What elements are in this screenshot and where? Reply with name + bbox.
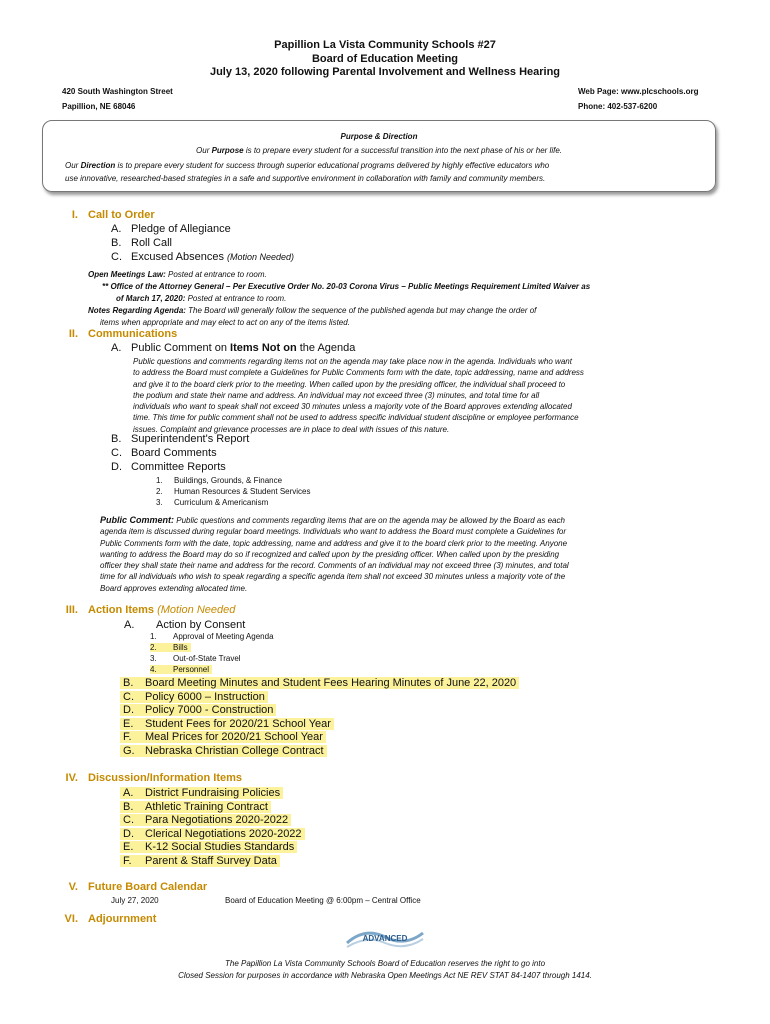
item-text: Nebraska Christian College Contract xyxy=(145,745,324,757)
notes-regarding-agenda-line2: items when appropriate and may elect to act on any of the items listed. xyxy=(100,318,350,327)
item-letter: D. xyxy=(123,704,134,717)
paragraph-line: the podium and state their name and address. An individual may not exceed three (3) minutes, and total time for all xyxy=(133,390,540,400)
advanced-logo xyxy=(345,925,425,951)
section-4-title: Discussion/Information Items xyxy=(88,772,243,784)
paragraph-line xyxy=(100,583,569,594)
communications-item xyxy=(111,461,226,473)
paragraph-line: to address the Board must complete a Guidelines for Public Comments form with the date, topic addressing, name and address xyxy=(133,368,584,378)
consent-item xyxy=(150,632,277,641)
committee-number: 3. xyxy=(156,498,163,507)
purpose-statement: Our Purpose is to prepare every student for a successful transition into the next phase of his or her life. xyxy=(196,146,562,155)
consent-text: Personnel xyxy=(173,665,212,674)
consent-number: 4. xyxy=(150,665,173,674)
item-letter: C. xyxy=(111,251,122,263)
calendar-date: July 27, 2020 xyxy=(111,896,159,905)
paragraph-line xyxy=(100,526,569,537)
consent-number: 2. xyxy=(150,643,173,652)
paragraph-line: time. This time for public comment shall not be used to address specific individual student discipline or employee performance xyxy=(133,413,579,423)
section-3-number: III. xyxy=(65,604,78,616)
advanced-logo-graphic xyxy=(345,925,425,951)
item-letter: F. xyxy=(123,731,132,744)
item-text: District Fundraising Policies xyxy=(145,787,281,799)
item-letter: C. xyxy=(123,814,134,827)
consent-item xyxy=(150,654,244,663)
open-meetings-law: Open Meetings Law: Posted at entrance to room. xyxy=(88,270,267,279)
meeting-title: Board of Education Meeting xyxy=(311,53,459,65)
paragraph-text: Board approves extending allocated time. xyxy=(100,583,248,593)
item-text: Athletic Training Contract xyxy=(145,800,268,813)
committee-number: 2. xyxy=(156,487,163,496)
section-3-title: Action Items (Motion Needed xyxy=(88,604,236,616)
svg-text:ADVANCED: ADVANCED xyxy=(362,934,408,943)
item-text: Pledge of Allegiance xyxy=(131,223,231,235)
committee-number: 1. xyxy=(156,476,163,485)
paragraph-line: individuals who want to speak shall not exceed 30 minutes unless a majority vote of the Board approves extending allocated xyxy=(133,402,572,412)
call-to-order-item xyxy=(111,237,172,249)
discussion-item xyxy=(120,841,297,853)
item-letter: D. xyxy=(111,461,122,473)
communications-item xyxy=(111,433,249,445)
item-letter: G. xyxy=(123,745,135,757)
item-letter: F. xyxy=(123,855,132,867)
paragraph-text: Public questions and comments regarding items that are on the agenda may be allowed by the Board as each xyxy=(174,516,565,525)
purpose-title: Purpose & Direction xyxy=(340,132,418,141)
action-item xyxy=(120,677,519,689)
item-text: Para Negotiations 2020-2022 xyxy=(145,814,289,827)
public-comment-label: Public Comment: xyxy=(100,515,175,525)
committee-name: Buildings, Grounds, & Finance xyxy=(174,476,283,485)
direction-statement: Our Direction is to prepare every student for success through superior educational programs delivered by highly effective educators who xyxy=(65,161,550,170)
paragraph-text: wanting to address the Board may do so if recognized and called upon by the presiding officer. When called upon by the presiding xyxy=(100,549,560,559)
paragraph-line xyxy=(100,515,569,526)
consent-item xyxy=(150,665,212,674)
item-text: Board Comments xyxy=(131,447,217,459)
section-2-title: Communications xyxy=(88,328,178,340)
item-text: K-12 Social Studies Standards xyxy=(145,841,295,854)
section-4-number: IV. xyxy=(65,772,78,784)
consent-text: Out-of-State Travel xyxy=(173,654,241,663)
item-text: Parent & Staff Survey Data xyxy=(145,855,277,867)
paragraph-line: and give it to the board clerk prior to the meeting. When called upon by the presiding officer, the individual shall proceed to xyxy=(133,379,566,389)
paragraph-line xyxy=(100,538,569,549)
paragraph-text: agenda item is discussed during regular board meetings. Individuals who want to address the Board must complete a Guidelines for xyxy=(100,527,567,537)
item-text: Policy 6000 – Instruction xyxy=(145,690,265,703)
footer-line1: The Papillion La Vista Community Schools Board of Education reserves the right to go into xyxy=(224,959,546,968)
section-1-title: Call to Order xyxy=(88,209,155,221)
item-letter: B. xyxy=(123,800,134,813)
consent-item xyxy=(150,643,191,652)
paragraph-line: Public questions and comments regarding items not on the agenda may take place now in the agenda. Individuals who want xyxy=(133,357,572,366)
attorney-general-waiver-line2: of March 17, 2020: Posted at entrance to room. xyxy=(116,294,287,303)
purpose-box xyxy=(42,120,716,192)
item-text: Superintendent's Report xyxy=(131,433,250,445)
direction-statement-line2: use innovative, researched-based strategies in a safe and supportive environment in collaboration with family and community members. xyxy=(65,174,546,183)
item-letter: E. xyxy=(123,717,134,730)
item-note: (Motion Needed) xyxy=(227,252,295,262)
action-item xyxy=(120,731,326,743)
committee-item xyxy=(156,476,282,485)
committee-item xyxy=(156,487,311,496)
web-page: Web Page: www.plcschools.org xyxy=(578,87,699,96)
paragraph-line xyxy=(100,571,569,582)
address-line1: 420 South Washington Street xyxy=(62,87,173,96)
footer-line2: Closed Session for purposes in accordance with Nebraska Open Meetings Act NE REV STAT 84-1407 through 1414. xyxy=(178,971,592,980)
discussion-item xyxy=(120,828,305,840)
paragraph-line xyxy=(100,560,569,571)
communications-item xyxy=(111,447,217,459)
action-by-consent: A. Action by Consent xyxy=(124,619,246,631)
paragraph-line xyxy=(100,549,569,560)
consent-text: Bills xyxy=(173,643,191,652)
action-item xyxy=(120,745,327,757)
notes-regarding-agenda: Notes Regarding Agenda: The Board will generally follow the sequence of the published agenda but may change the order of xyxy=(88,306,537,315)
item-text: Committee Reports xyxy=(131,461,226,473)
item-text: Excused Absences xyxy=(131,251,228,263)
paragraph-text: officer they shall state their name and address for the record. Comments of an individual may not exceed three (3) minutes, and total xyxy=(100,561,569,571)
item-text: Student Fees for 2020/21 School Year xyxy=(145,717,331,730)
item-text: Board Meeting Minutes and Student Fees Hearing Minutes of June 22, 2020 xyxy=(145,677,517,689)
section-5-number: V. xyxy=(68,881,78,893)
item-text: Meal Prices for 2020/21 School Year xyxy=(145,731,323,744)
item-letter: E. xyxy=(123,841,134,854)
discussion-item xyxy=(120,787,283,799)
item-text: Roll Call xyxy=(131,237,172,249)
calendar-event: Board of Education Meeting @ 6:00pm – Central Office xyxy=(225,896,421,905)
paragraph-text: time for all individuals who wish to speak regarding a specific agenda item shall not exceed 30 minutes unless a majority vote of the xyxy=(100,572,566,582)
item-letter: D. xyxy=(123,827,134,840)
phone: Phone: 402-537-6200 xyxy=(578,102,658,111)
call-to-order-item xyxy=(111,251,294,263)
item-letter: C. xyxy=(111,447,122,459)
public-comment-not-on-agenda: A. Public Comment on Items Not on the Agenda xyxy=(111,342,356,354)
discussion-item xyxy=(120,855,280,867)
paragraph-line: issues. Complaint and grievance processes are in place to deal with issues of this nature. xyxy=(133,424,450,434)
item-letter: C. xyxy=(123,690,134,703)
action-item xyxy=(120,704,276,716)
committee-name: Human Resources & Student Services xyxy=(174,487,311,496)
discussion-item xyxy=(120,814,291,826)
call-to-order-item xyxy=(111,223,231,235)
section-1-number: I. xyxy=(71,209,78,221)
item-letter: A. xyxy=(123,787,134,799)
consent-number: 3. xyxy=(150,654,157,663)
consent-text: Approval of Meeting Agenda xyxy=(173,632,274,641)
section-6-number: VI. xyxy=(64,913,78,925)
meeting-date: July 13, 2020 following Parental Involvement and Wellness Hearing xyxy=(209,66,561,78)
item-letter: A. xyxy=(111,223,122,235)
action-item xyxy=(120,718,334,730)
item-letter: B. xyxy=(111,433,122,445)
public-comment-instructions xyxy=(133,356,584,435)
address-line2: Papillion, NE 68046 xyxy=(62,102,136,111)
org-name: Papillion La Vista Community Schools #27 xyxy=(274,39,496,51)
item-letter: B. xyxy=(111,237,122,249)
section-2-number: II. xyxy=(68,328,78,340)
item-text: Policy 7000 - Construction xyxy=(145,704,274,717)
committee-item xyxy=(156,498,268,507)
paragraph-text: Public Comments form with the date, topic addressing, name and address and give it to the board clerk prior to the meeting. Anyone xyxy=(100,538,568,548)
consent-number: 1. xyxy=(150,632,157,641)
action-item xyxy=(120,691,268,703)
section-5-title: Future Board Calendar xyxy=(88,881,208,893)
item-text: Clerical Negotiations 2020-2022 xyxy=(145,827,302,840)
section-6-title: Adjournment xyxy=(88,913,157,925)
attorney-general-waiver: ** Office of the Attorney General – Per Executive Order No. 20-03 Corona Virus – Public Meetings Requirement Limited Waiver as xyxy=(102,282,591,291)
committee-name: Curriculum & Americanism xyxy=(174,498,269,507)
item-letter: B. xyxy=(123,677,134,689)
public-comment-on-agenda xyxy=(100,515,569,594)
discussion-item xyxy=(120,801,271,813)
